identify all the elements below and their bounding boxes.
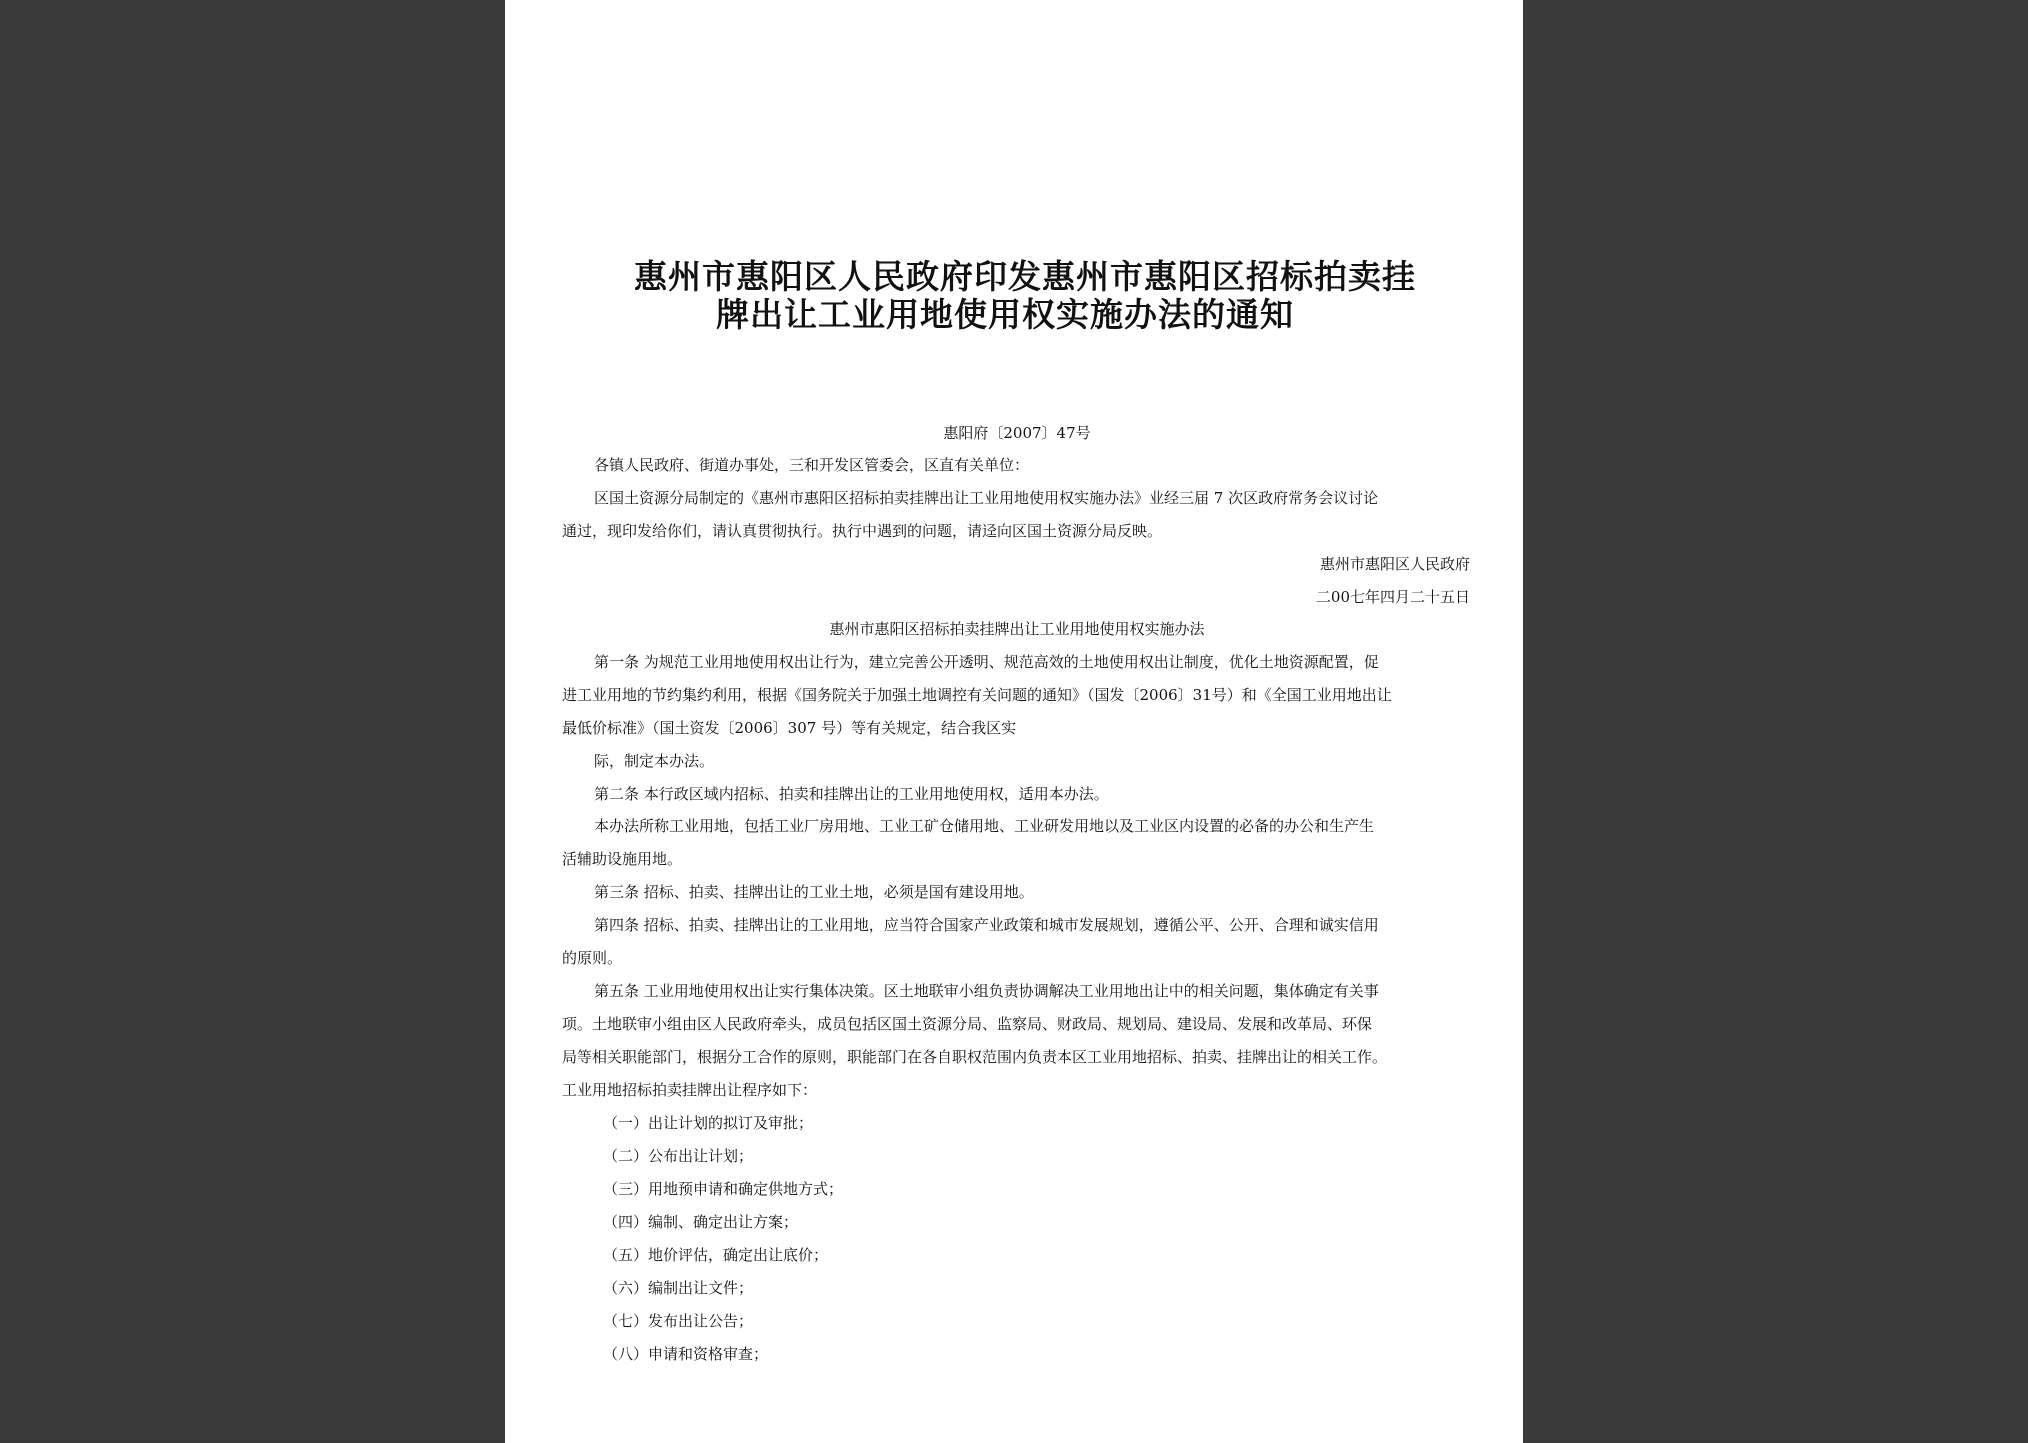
- article-4-line: 的原则。: [562, 949, 623, 967]
- procedure-item: （八）申请和资格审查；: [603, 1345, 769, 1363]
- procedure-item: （六）编制出让文件；: [603, 1279, 754, 1297]
- definition-line: 本办法所称工业用地，包括工业厂房用地、工业工矿仓储用地、工业研发用地以及工业区内设置的必备的办公和生产生: [594, 817, 1375, 835]
- procedure-item: （五）地价评估，确定出让底价；: [603, 1246, 829, 1264]
- document-title: [585, 258, 1455, 334]
- notice-paragraph-line: 区国土资源分局制定的《惠州市惠阳区招标拍卖挂牌出让工业用地使用权实施办法》业经三届 7 次区政府常务会议讨论: [594, 489, 1379, 507]
- article-5-line: 项。土地联审小组由区人民政府牵头，成员包括区国土资源分局、监察局、财政局、规划局、建设局、发展和改革局、环保: [562, 1015, 1373, 1033]
- title-line: 牌出让工业用地使用权实施办法的通知: [716, 295, 1294, 334]
- article-1-line: 最低价标准》（国土资发〔2006〕307 号）等有关规定，结合我区实: [562, 719, 1017, 737]
- article-5-line: 工业用地招标拍卖挂牌出让程序如下：: [562, 1081, 818, 1099]
- procedure-item: （一）出让计划的拟订及审批；: [603, 1114, 814, 1132]
- article-3: 第三条 招标、拍卖、挂牌出让的工业土地，必须是国有建设用地。: [594, 883, 1034, 901]
- notice-paragraph-line: 通过，现印发给你们，请认真贯彻执行。执行中遇到的问题，请迳向区国土资源分局反映。: [562, 522, 1163, 540]
- article-5-line: 第五条 工业用地使用权出让实行集体决策。区土地联审小组负责协调解决工业用地出让中的相关问题，集体确定有关事: [594, 982, 1379, 1000]
- definition-line: 活辅助设施用地。: [562, 850, 683, 868]
- procedure-item: （二）公布出让计划；: [603, 1147, 754, 1165]
- procedure-item: （七）发布出让公告；: [603, 1312, 754, 1330]
- procedure-item: （三）用地预申请和确定供地方式；: [603, 1180, 844, 1198]
- article-2: 第二条 本行政区域内招标、拍卖和挂牌出让的工业用地使用权，适用本办法。: [594, 785, 1109, 803]
- recipients: 各镇人民政府、街道办事处，三和开发区管委会，区直有关单位：: [594, 456, 1030, 474]
- article-5-line: 局等相关职能部门，根据分工合作的原则，职能部门在各自职权范围内负责本区工业用地招标、拍卖、挂牌出让的相关工作。: [562, 1048, 1388, 1066]
- document-number: 惠阳府〔2007〕47号: [943, 424, 1091, 442]
- article-1-line: 进工业用地的节约集约利用，根据《国务院关于加强土地调控有关问题的通知》（国发〔2006〕31号）和《全国工业用地出让: [562, 686, 1392, 704]
- article-4-line: 第四条 招标、拍卖、挂牌出让的工业用地，应当符合国家产业政策和城市发展规划，遵循公平、公开、合理和诚实信用: [594, 916, 1379, 934]
- issuer-signature: 惠州市惠阳区人民政府: [1319, 555, 1470, 573]
- article-1-line: 际，制定本办法。: [594, 752, 715, 770]
- article-1-line: 第一条 为规范工业用地使用权出让行为，建立完善公开透明、规范高效的土地使用权出让制度，优化土地资源配置，促: [594, 653, 1379, 671]
- document-page: [505, 0, 1523, 1443]
- issue-date: 二00七年四月二十五日: [1315, 588, 1470, 606]
- procedure-item: （四）编制、确定出让方案；: [603, 1213, 799, 1231]
- rules-title: 惠州市惠阳区招标拍卖挂牌出让工业用地使用权实施办法: [829, 620, 1205, 638]
- title-line: 惠州市惠阳区人民政府印发惠州市惠阳区招标拍卖挂: [634, 257, 1416, 296]
